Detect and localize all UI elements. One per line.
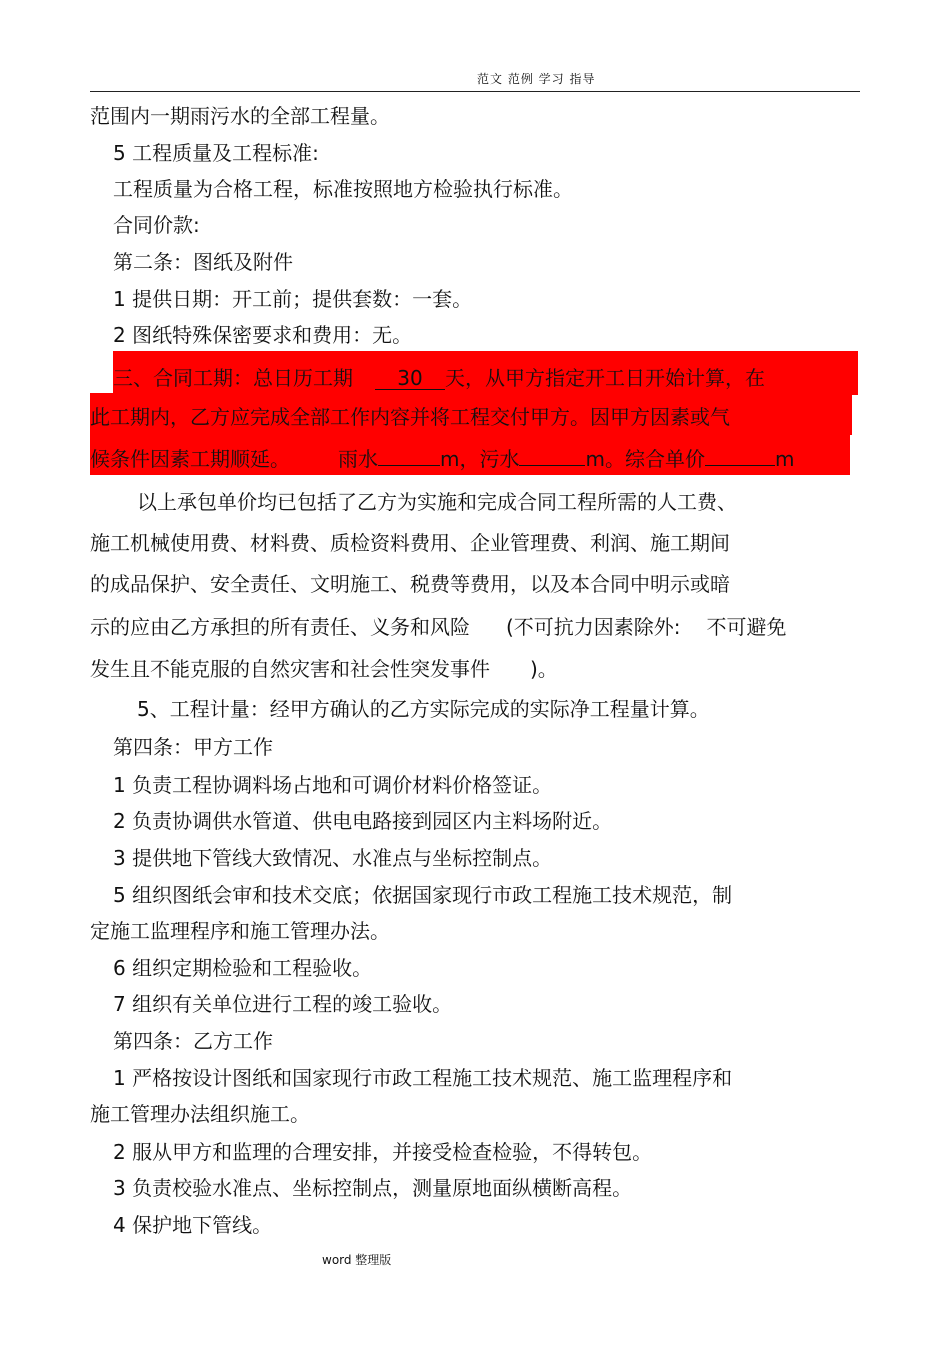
days-field: 30 [375,367,445,390]
text-line: 1 严格按设计图纸和国家现行市政工程施工技术规范、施工监理程序和 [113,1066,733,1090]
text-line: 1 提供日期：开工前；提供套数：一套。 [113,287,473,311]
text-span: m [774,447,795,471]
text-line: 7 组织有关单位进行工程的竣工验收。 [113,992,453,1016]
text-span: m。综合单价 [585,447,705,471]
text-line: 第二条：图纸及附件 [113,250,293,274]
page-header: 范文 范例 学习 指导 [477,72,596,86]
text-span: 发生且不能克服的自然灾害和社会性突发事件 [90,657,490,681]
text-line: 定施工监理程序和施工管理办法。 [90,919,390,943]
text-line: 合同价款: [113,213,200,237]
header-rule [90,91,860,92]
sewage-blank [519,465,585,466]
text-line: 范围内一期雨污水的全部工程量。 [90,104,390,128]
text-span: 雨水 [338,447,378,471]
text-line: 的成品保护、安全责任、文明施工、税费等费用，以及本合同中明示或暗 [90,572,730,596]
text-line: 工程质量为合格工程，标准按照地方检验执行标准。 [113,177,573,201]
highlight-line-3 [90,446,794,472]
text-line: 3 负责校验水准点、坐标控制点，测量原地面纵横断高程。 [113,1176,633,1200]
text-span: 三、合同工期：总日历工期 [113,366,353,390]
page-footer: word 整理版 [322,1253,392,1267]
text-line: 5 组织图纸会审和技术交底；依据国家现行市政工程施工技术规范，制 [113,883,733,907]
text-line: 4 保护地下管线。 [113,1213,273,1237]
highlight-line-2: 此工期内，乙方应完成全部工作内容并将工程交付甲方。因甲方因素或气 [90,405,730,429]
rain-blank [378,465,440,466]
text-line: 5、工程计量：经甲方确认的乙方实际完成的实际净工程量计算。 [137,697,710,721]
text-span: m，污水 [440,447,520,471]
text-span: 不可避免 [706,615,787,639]
text-line [90,614,787,640]
text-line: 6 组织定期检验和工程验收。 [113,956,373,980]
text-line [90,656,558,682]
highlight-line-1 [113,365,765,391]
text-line: 2 服从甲方和监理的合理安排，并接受检查检验，不得转包。 [113,1140,653,1164]
text-span: 天，从甲方指定开工日开始计算，在 [445,366,765,390]
text-line: 2 负责协调供水管道、供电电路接到园区内主料场附近。 [113,809,613,833]
text-span: (不可抗力因素除外: [506,615,681,639]
text-line: 第四条：甲方工作 [113,735,273,759]
text-span: 候条件因素工期顺延。 [90,447,290,471]
text-line: 5 工程质量及工程标准: [113,141,319,165]
text-line: 1 负责工程协调料场占地和可调价材料价格签证。 [113,773,553,797]
text-span: )。 [530,657,558,681]
text-line: 3 提供地下管线大致情况、水准点与坐标控制点。 [113,846,553,870]
text-line: 2 图纸特殊保密要求和费用：无。 [113,323,413,347]
text-line: 以上承包单价均已包括了乙方为实施和完成合同工程所需的人工费、 [137,490,737,514]
text-line: 第四条：乙方工作 [113,1029,273,1053]
text-line: 施工机械使用费、材料费、质检资料费用、企业管理费、利润、施工期间 [90,531,730,555]
text-span: 示的应由乙方承担的所有责任、义务和风险 [90,615,470,639]
text-line: 施工管理办法组织施工。 [90,1102,310,1126]
unit-price-blank [705,465,775,466]
